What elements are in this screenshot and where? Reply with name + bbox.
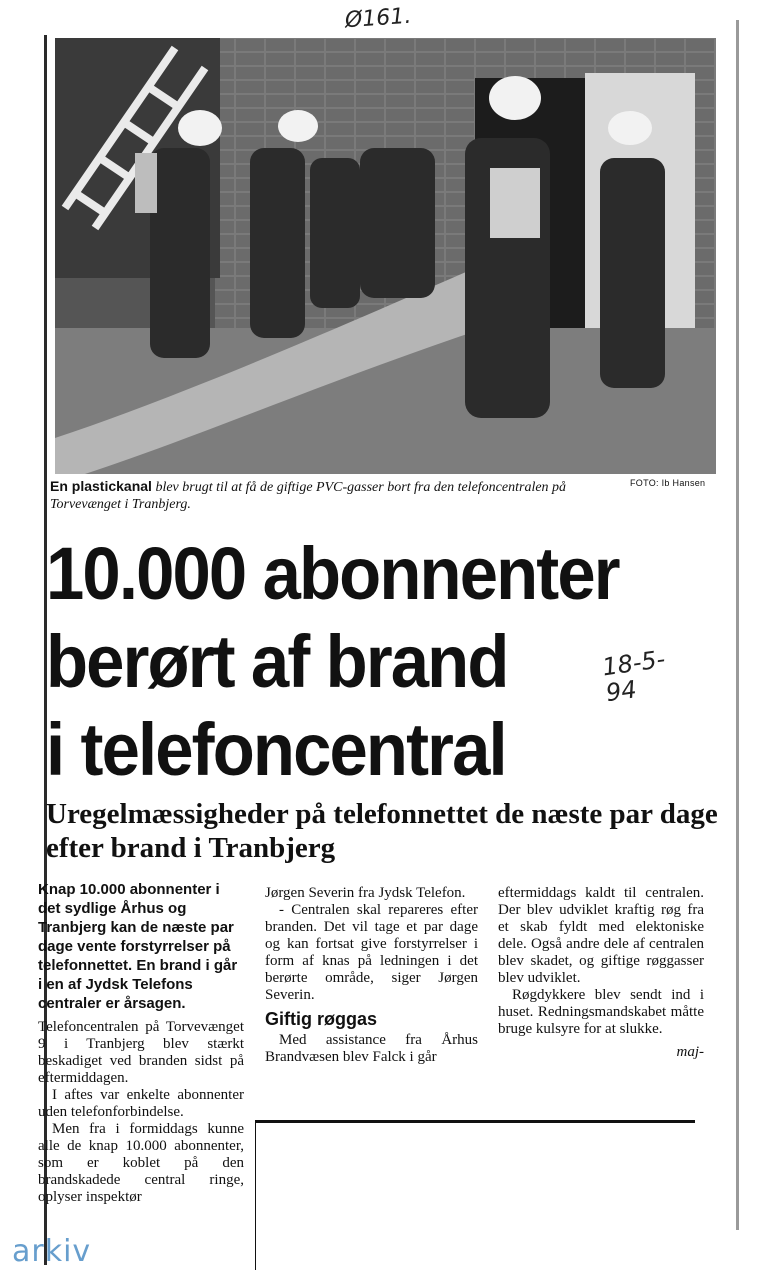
headline [46, 530, 688, 794]
photo-caption [50, 478, 595, 513]
paragraph: Røgdykkere blev sendt ind i huset. Redningsmandskabet måtte bruge kulsyre for at slukke. [498, 987, 704, 1037]
article-column-1 [38, 880, 244, 1206]
article-column-3 [498, 885, 704, 1061]
handwritten-date-note: 18-5- 94 [600, 644, 667, 708]
paragraph: Men fra i formiddags kunne alle de knap 10.000 abonnenter, som er koblet på den brandskadede central ringe, oplyser inspektør [38, 1121, 244, 1205]
archive-watermark: arkiv [12, 1234, 92, 1269]
headline-line-1: 10.000 abonnenter [46, 532, 619, 615]
subheadline: Uregelmæssigheder på telefonnettet de næste par dage efter brand i Tranbjerg [46, 798, 718, 864]
article-column-2 [265, 885, 478, 1066]
section-heading: Giftig røggas [265, 1009, 377, 1029]
author-signature: maj- [676, 1044, 704, 1060]
photo-credit: FOTO: Ib Hansen [630, 478, 706, 488]
article-lead: Knap 10.000 abonnenter i det sydlige Århus og Tranbjerg kan de næste par dage vente forstyrrelser på telefonnettet. En brand i går i en af Jydsk Telefons centraler er årsagen. [38, 881, 238, 1012]
paragraph: Telefoncentralen på Torvevænget 9 i Tranbjerg blev stærkt beskadiget ved branden sidst på eftermiddagen. [38, 1019, 244, 1086]
paragraph: Med assistance fra Århus Brandvæsen blev Falck i går [265, 1032, 478, 1065]
column-rule [255, 1120, 256, 1270]
caption-text: blev brugt til at få de giftige PVC-gasser bort fra den telefoncentralen på Torvevænget i Tranbjerg. [50, 480, 567, 512]
article-end-rule [255, 1120, 695, 1123]
caption-lead: En plastickanal [50, 478, 152, 494]
paragraph: - Centralen skal repareres efter branden. Det vil tage et par dage og kan fortsat give forstyrrelser i form af knas på ledningen i det berørte område, siger Jørgen Severin. [265, 902, 478, 1003]
handwritten-archive-note: Ø161. [344, 3, 413, 34]
headline-line-3: i telefoncentral [46, 708, 506, 791]
paragraph: eftermiddags kaldt til centralen. Der blev udviklet kraftig røg fra et skab fyldt med elektoniske dele. Også andre dele af centralen blev skadet, og giftige røggasser blev udviklet. [498, 885, 704, 986]
scan-edge-right [736, 20, 739, 1230]
news-photo-firefighters [55, 38, 716, 474]
paragraph: Jørgen Severin fra Jydsk Telefon. [265, 885, 466, 901]
paragraph: I aftes var enkelte abonnenter uden telefonforbindelse. [38, 1087, 244, 1120]
headline-line-2: berørt af brand [46, 620, 508, 703]
